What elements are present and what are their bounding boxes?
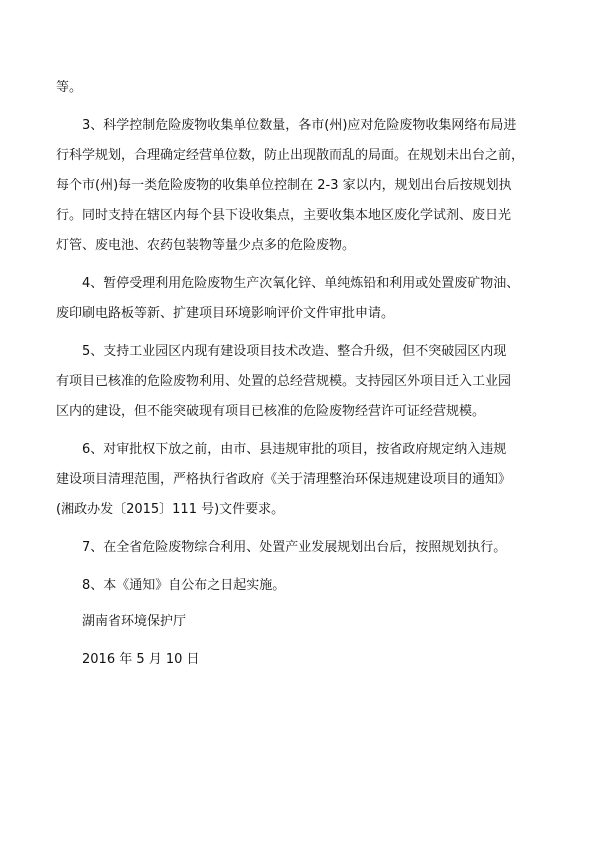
paragraph-3-line-2: 行科学规划，合理确定经营单位数，防止出现散而乱的局面。在规划未出台之前， (56, 148, 525, 163)
paragraph-5-line-3: 区内的建设，但不能突破现有项目已核准的危险废物经营许可证经营规模。 (56, 404, 486, 419)
paragraph-6-line-3: (湘政办发〔2015〕111 号)文件要求。 (56, 502, 285, 517)
paragraph-5-line-1: 5、支持工业园区内现有建设项目技术改造、整合升级，但不突破园区内现 (82, 344, 507, 359)
paragraph-3-line-5: 灯管、废电池、农药包装物等量少点多的危险废物。 (56, 238, 356, 253)
paragraph-6-line-2: 建设项目清理范围，严格执行省政府《关于清理整治环保违规建设项目的通知》 (56, 472, 512, 487)
paragraph-3-line-4: 行。同时支持在辖区内每个县下设收集点，主要收集本地区废化学试剂、废日光 (56, 208, 512, 223)
paragraph-6-line-1: 6、对审批权下放之前，由市、县违规审批的项目，按省政府规定纳入违规 (82, 442, 507, 457)
paragraph-8-line-1: 8、本《通知》自公布之日起实施。 (82, 578, 286, 593)
paragraph-4-line-2: 废印刷电路板等新、扩建项目环境影响评价文件审批申请。 (56, 306, 395, 321)
issuer-name: 湖南省环境保护厅 (82, 614, 187, 629)
paragraph-4-line-1: 4、暂停受理利用危险废物生产次氧化锌、单纯炼铅和利用或处置废矿物油、 (82, 276, 520, 291)
paragraph-3-line-1: 3、科学控制危险废物收集单位数量，各市(州)应对危险废物收集网络布局进 (82, 118, 517, 133)
paragraph-5-line-2: 有项目已核准的危险废物利用、处置的总经营规模。支持园区外项目迁入工业园 (56, 374, 512, 389)
paragraph-3-line-3: 每个市(州)每一类危险废物的收集单位控制在 2-3 家以内，规划出台后按规划执 (56, 178, 512, 193)
text-line-1: 等。 (56, 80, 83, 95)
paragraph-7-line-1: 7、在全省危险废物综合利用、处置产业发展规划出台后，按照规划执行。 (82, 540, 507, 555)
issue-date: 2016 年 5 月 10 日 (82, 652, 200, 667)
